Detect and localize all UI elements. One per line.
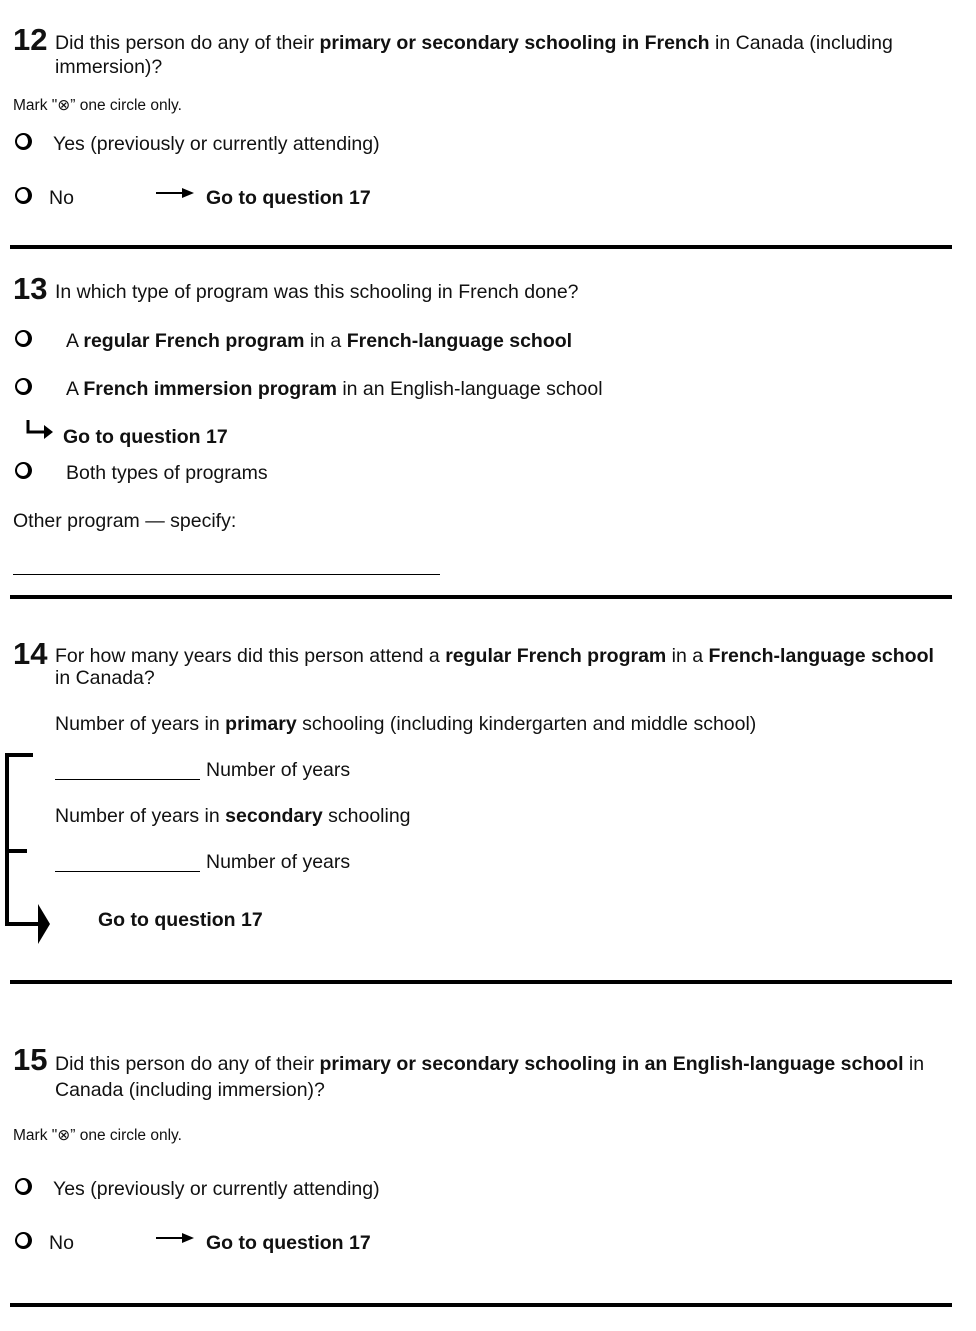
q12-no-label: No — [49, 187, 74, 209]
skip-arrow-icon — [156, 186, 196, 200]
q14-primary-years-unit: Number of years — [206, 759, 351, 781]
q14-skip-instruction: Go to question 17 — [98, 909, 263, 931]
q14-primary-years-underline — [55, 779, 200, 780]
q12-skip-instruction: Go to question 17 — [206, 187, 371, 209]
section-divider — [10, 1303, 952, 1307]
q14-secondary-years-field[interactable] — [55, 849, 200, 871]
q12-yes-radio[interactable] — [15, 133, 32, 150]
q15-yes-label: Yes (previously or currently attending) — [53, 1178, 380, 1200]
question-13-text: In which type of program was this schooling in French done? — [55, 281, 579, 303]
q14-secondary-years-unit: Number of years — [206, 851, 351, 873]
q14-secondary-years-prompt: Number of years in secondary schooling — [55, 805, 411, 827]
q13-regular-program-label: A regular French program in a French-language school — [66, 330, 573, 352]
q13-both-programs-radio[interactable] — [15, 462, 32, 479]
q13-skip-instruction: Go to question 17 — [63, 426, 228, 448]
bracket-skip-arrow-icon — [2, 752, 54, 946]
q13-both-programs-label: Both types of programs — [66, 462, 268, 484]
q13-immersion-program-radio[interactable] — [15, 378, 32, 395]
question-12-number: 12 — [13, 22, 48, 57]
q15-yes-radio[interactable] — [15, 1178, 32, 1195]
section-divider — [10, 980, 952, 984]
question-14-number: 14 — [13, 636, 48, 671]
q13-other-program-label: Other program — specify: — [13, 510, 237, 532]
question-15-number: 15 — [13, 1042, 48, 1077]
q13-other-program-field[interactable] — [13, 549, 440, 573]
q15-no-radio[interactable] — [15, 1232, 32, 1249]
section-divider — [10, 245, 952, 249]
q12-no-radio[interactable] — [15, 187, 32, 204]
q14-primary-years-field[interactable] — [55, 757, 200, 779]
q12-yes-label: Yes (previously or currently attending) — [53, 133, 380, 155]
q15-skip-instruction: Go to question 17 — [206, 1232, 371, 1254]
q12-instruction: Mark "⊗” one circle only. — [13, 97, 182, 114]
q13-regular-program-radio[interactable] — [15, 330, 32, 347]
question-12-text: Did this person do any of their primary or secondary schooling in French in Canada (including immersion)? — [55, 32, 893, 78]
q14-secondary-years-underline — [55, 871, 200, 872]
question-14-text: For how many years did this person attend a regular French program in a French-language school in Canada? — [55, 645, 934, 689]
q13-immersion-program-label: A French immersion program in an English-language school — [66, 378, 603, 400]
question-15-text: Did this person do any of their primary or secondary schooling in an English-language school in Canada (including immersion)? — [55, 1053, 925, 1101]
question-13-number: 13 — [13, 271, 48, 306]
skip-hook-arrow-icon — [24, 420, 56, 446]
q14-primary-years-prompt: Number of years in primary schooling (including kindergarten and middle school) — [55, 713, 757, 735]
section-divider — [10, 595, 952, 599]
q15-instruction: Mark "⊗” one circle only. — [13, 1127, 182, 1144]
skip-arrow-icon — [156, 1231, 196, 1245]
q13-other-program-underline — [13, 574, 440, 575]
q15-no-label: No — [49, 1232, 74, 1254]
